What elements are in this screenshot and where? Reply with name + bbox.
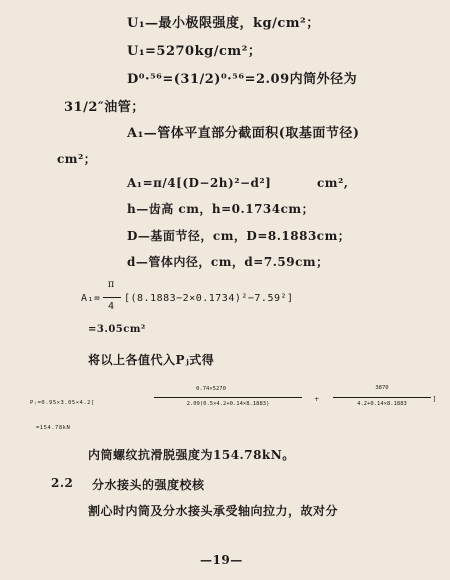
paragraph-line: 割心时内筒及分水接头承受轴向拉力，故对分 [88, 504, 339, 518]
anti-slip-strength-result: 内筒螺纹抗滑脱强度为154.78kN。 [88, 448, 295, 462]
formula-p-frac1-bar [154, 397, 302, 398]
formula-p-frac2-denominator: 4.2+0.14×8.1883 [357, 401, 407, 407]
tubing-size: 31/2″油管； [64, 100, 145, 115]
formula-p-lhs: Pⱼ=0.95×3.05×4.2[ [30, 400, 95, 406]
definition-d-pitch: D—基面节径，cm，D=8.1883cm； [127, 229, 351, 243]
definition-a1: A₁—管体平直部分截面积(取基面节径) [127, 126, 360, 141]
formula-a1-numerator: π [107, 279, 115, 290]
definition-h: h—齿高 cm，h=0.1734cm； [127, 202, 315, 216]
definition-d-inner: d—管体内径，cm，d=7.59cm； [127, 255, 329, 269]
value-d-power: D⁰·⁵⁶=(31/2)⁰·⁵⁶=2.09内筒外径为 [127, 72, 358, 87]
formula-p-result: =154.78kN [36, 425, 71, 431]
section-title: 分水接头的强度校核 [92, 478, 205, 492]
page-number: —19— [200, 553, 243, 567]
formula-p-close-bracket: ] [433, 395, 437, 403]
unit-cm2: cm²； [57, 152, 97, 166]
section-number: 2.2 [51, 476, 74, 490]
formula-p-frac1-denominator: 2.09(0.5×4.2+0.14×8.1883) [186, 401, 270, 407]
formula-a1-denominator: 4 [107, 301, 115, 312]
substitution-text: 将以上各值代入Pⱼ式得 [88, 353, 215, 367]
formula-a1-general: A₁=π/4[(D−2h)²−d²] [127, 176, 272, 190]
formula-a1-lhs: A₁= [81, 293, 101, 304]
formula-p-frac2-numerator: 3870 [375, 385, 389, 391]
formula-a1-result: =3.05cm² [88, 324, 146, 335]
formula-a1-unit: cm², [317, 176, 349, 190]
formula-a1-body: [(8.1883−2×0.1734)²−7.59²] [124, 293, 294, 304]
formula-p-frac2-bar [333, 397, 431, 398]
formula-p-frac1-numerator: 0.74×5270 [196, 386, 226, 392]
definition-u1: U₁—最小极限强度，kg/cm²； [127, 16, 320, 31]
formula-p-plus: + [314, 395, 320, 403]
formula-a1-fraction-bar [103, 297, 121, 298]
value-u1: U₁=5270kg/cm²； [127, 44, 262, 59]
